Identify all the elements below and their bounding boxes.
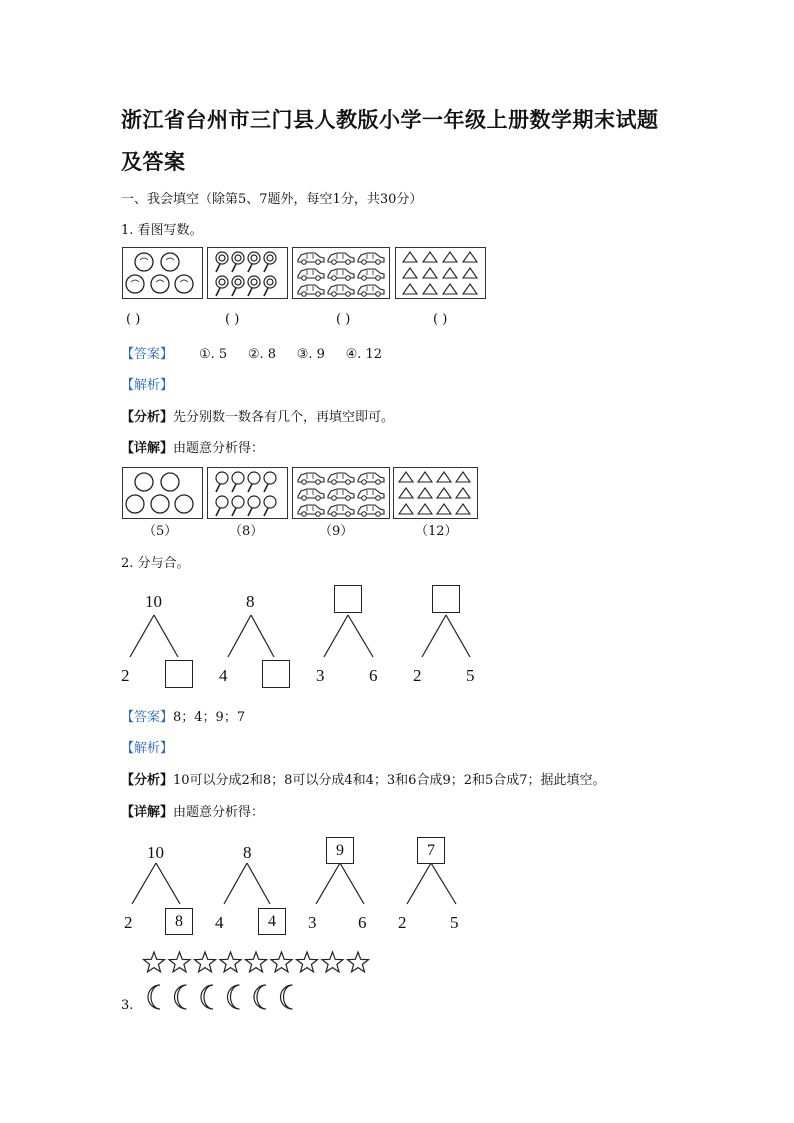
answer-tag: 【答案】 (121, 347, 174, 362)
detail-tag: 【详解】 (121, 441, 174, 456)
q2-ans-tree3-top: 9 (326, 837, 354, 864)
moon-icon (254, 985, 266, 1009)
q1-fenxi-text: 先分别数一数各有几个，再填空即可。 (173, 410, 395, 425)
q2-label: 2. 分与合。 (121, 556, 190, 571)
q2-tree2-top: 8 (246, 592, 255, 611)
star-icon (195, 952, 216, 972)
q2-ans-tree3-left: 3 (308, 913, 317, 932)
star-icon (144, 952, 165, 972)
q3-moons-row (142, 983, 312, 1011)
q2-tree4-right: 5 (466, 666, 475, 685)
q1-detail-text: 由题意分析得： (173, 441, 265, 456)
q2-ans-tree4-right: 5 (450, 913, 459, 932)
q1-blank-3[interactable]: ( ) (336, 312, 351, 327)
q1-answer-caption-4: （12） (415, 524, 458, 539)
star-icon (220, 952, 241, 972)
moon-icon (175, 985, 187, 1009)
q2-answer-text: 8；4；9；7 (173, 710, 246, 725)
q1-answer-caption-2: （8） (229, 524, 264, 539)
q2-ans-tree1-left: 2 (124, 913, 133, 932)
q1-analysis-tag: 【解析】 (121, 378, 174, 393)
detail-tag: 【详解】 (121, 805, 174, 820)
q1-answer-caption-3: （9） (319, 524, 354, 539)
moon-icon (228, 985, 240, 1009)
q2-detail-text: 由题意分析得： (173, 805, 265, 820)
q2-tree3-top-box[interactable] (334, 585, 362, 613)
q3-label: 3. (121, 998, 134, 1013)
q3-stars-row (142, 950, 382, 976)
q2-tree4-left: 2 (413, 666, 422, 685)
q2-tree2-left: 4 (219, 666, 228, 685)
q2-ans-tree2-top: 8 (243, 843, 252, 862)
q1-answer-caption-1: （5） (143, 524, 178, 539)
star-icon (297, 952, 318, 972)
moon-icon (201, 985, 213, 1009)
q2-detail-line (121, 801, 264, 820)
q1-blank-4[interactable]: ( ) (433, 312, 448, 327)
q2-tree2-right-box[interactable] (262, 660, 290, 688)
q1-label: 1. 看图写数。 (121, 223, 203, 238)
section-heading: 一、我会填空（除第5、7题外，每空1分，共30分） (121, 192, 423, 207)
q2-tree1-right-box[interactable] (165, 660, 193, 688)
q2-ans-tree4-top: 7 (417, 837, 445, 864)
q2-ans-tree4-left: 2 (398, 913, 407, 932)
q2-tree4-top-box[interactable] (432, 585, 460, 613)
q2-tree1-top: 10 (145, 592, 162, 611)
q2-answer-line (121, 706, 245, 725)
q2-ans-tree1-right: 8 (165, 908, 193, 935)
q2-tree3-left: 3 (316, 666, 325, 685)
fenxi-tag: 【分析】 (121, 773, 174, 788)
q2-ans-tree2-right: 4 (258, 908, 286, 935)
q2-tree3-right: 6 (369, 666, 378, 685)
q2-fenxi-line (121, 769, 606, 788)
star-icon (271, 952, 292, 972)
star-icon (169, 952, 190, 972)
star-icon (246, 952, 267, 972)
q2-ans-tree2-left: 4 (215, 913, 224, 932)
q2-ans-tree1-top: 10 (147, 843, 164, 862)
q1-answer-text: ①. 5 ②. 8 ③. 9 ④. 12 (199, 347, 383, 362)
fenxi-tag: 【分析】 (121, 410, 174, 425)
star-icon (322, 952, 343, 972)
star-icon (348, 952, 369, 972)
q2-fenxi-text: 10可以分成2和8；8可以分成4和4；3和6合成9；2和5合成7；据此填空。 (173, 773, 606, 788)
page-title-line2: 及答案 (121, 149, 186, 174)
q2-analysis-tag: 【解析】 (121, 741, 174, 756)
moon-icon (281, 985, 293, 1009)
moon-icon (148, 985, 160, 1009)
q2-ans-tree3-right: 6 (358, 913, 367, 932)
page-title-line1: 浙江省台州市三门县人教版小学一年级上册数学期末试题 (121, 107, 659, 132)
q1-blank-2[interactable]: ( ) (225, 312, 240, 327)
q2-tree1-left: 2 (121, 666, 130, 685)
q1-blank-1[interactable]: ( ) (126, 312, 141, 327)
answer-tag: 【答案】 (121, 710, 174, 725)
